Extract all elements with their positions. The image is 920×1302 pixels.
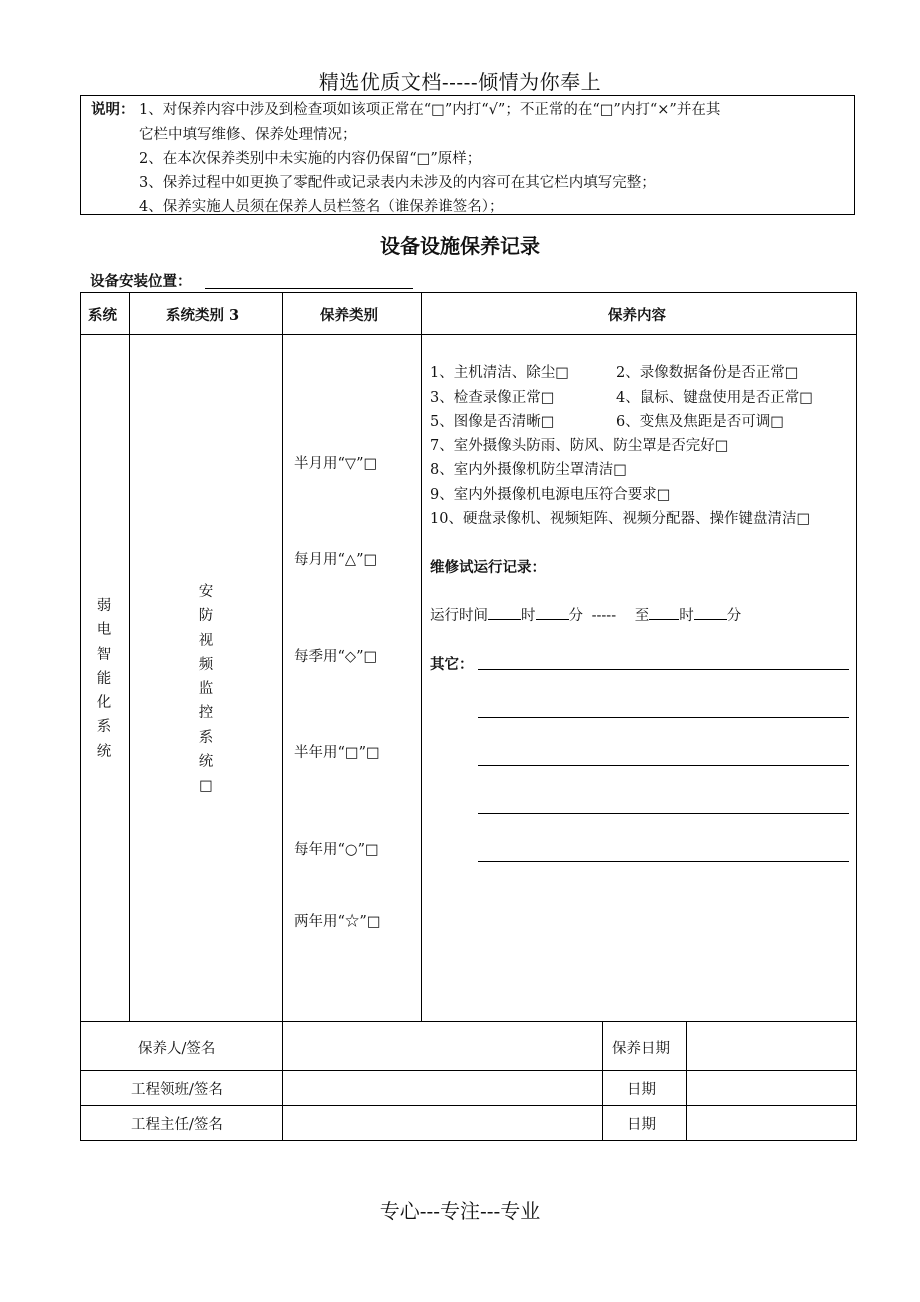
other-label: 其它： — [430, 656, 474, 673]
sign-maintainer-label: 保养人/签名 — [138, 1041, 216, 1057]
other-line-2[interactable] — [478, 717, 849, 718]
maint-type-semimonthly[interactable]: 半月用“▽”□ — [294, 456, 378, 472]
content-item-7[interactable]: 7、室外摄像头防雨、防风、防尘罩是否完好□ — [430, 438, 729, 454]
other-line-1[interactable] — [478, 669, 849, 670]
content-item-2[interactable]: 2、录像数据备份是否正常□ — [616, 365, 799, 381]
note-item: 4、保养实施人员须在保养人员栏签名（谁保养谁签名）； — [139, 199, 504, 215]
header-maint-type: 保养类别 — [320, 307, 378, 324]
content-item-6[interactable]: 6、变焦及焦距是否可调□ — [616, 414, 784, 430]
content-item-3[interactable]: 3、检查录像正常□ — [430, 390, 555, 406]
page-header: 精选优质文档-----倾情为你奉上 — [318, 70, 602, 94]
header-category: 系统类别 3 — [166, 307, 240, 324]
repair-record-label: 维修试运行记录： — [430, 559, 546, 576]
run-end-minute-field[interactable] — [694, 605, 727, 620]
note-item: 2、在本次保养类别中未实施的内容仍保留“□”原样； — [139, 151, 482, 167]
content-item-10[interactable]: 10、硬盘录像机、视频矩阵、视频分配器、操作键盘清洁□ — [430, 511, 811, 527]
location-field[interactable] — [205, 288, 413, 289]
category-checkbox[interactable]: □ — [199, 778, 213, 795]
other-line-3[interactable] — [478, 765, 849, 766]
maint-type-semiannual[interactable]: 半年用“□”□ — [294, 745, 380, 761]
page-title: 设备设施保养记录 — [380, 234, 540, 258]
other-line-5[interactable] — [478, 861, 849, 862]
content-item-4[interactable]: 4、鼠标、键盘使用是否正常□ — [616, 390, 813, 406]
sign-director-label: 工程主任/签名 — [131, 1117, 223, 1133]
content-item-8[interactable]: 8、室内外摄像机防尘罩清洁□ — [430, 462, 627, 478]
header-system: 系统 — [88, 307, 117, 324]
sign-foreman-label: 工程领班/签名 — [131, 1082, 223, 1098]
page-footer: 专心---专注---专业 — [379, 1199, 541, 1223]
content-item-1[interactable]: 1、主机清洁、除尘□ — [430, 365, 569, 381]
note-item: 它栏中填写维修、保养处理情况； — [139, 127, 357, 143]
content-item-5[interactable]: 5、图像是否清晰□ — [430, 414, 555, 430]
sign-director-date-label: 日期 — [627, 1117, 656, 1133]
sign-foreman-date-label: 日期 — [627, 1082, 656, 1098]
note-item: 3、保养过程中如更换了零配件或记录表内未涉及的内容可在其它栏内填写完整； — [139, 175, 656, 191]
notes-box — [80, 95, 855, 215]
maint-type-biennial[interactable]: 两年用“☆”□ — [294, 914, 381, 930]
system-name: 弱 电 智 能 化 系 统 — [96, 598, 112, 760]
maint-type-quarterly[interactable]: 每季用“◇”□ — [294, 649, 378, 665]
run-start-minute-field[interactable] — [536, 605, 569, 620]
header-content: 保养内容 — [608, 307, 666, 324]
note-item: 1、对保养内容中涉及到检查项如该项正常在“□”内打“√”；不正常的在“□”内打“×”并在其 — [139, 102, 721, 118]
run-start-hour-field[interactable] — [488, 605, 521, 620]
content-item-9[interactable]: 9、室内外摄像机电源电压符合要求□ — [430, 487, 671, 503]
maint-type-annual[interactable]: 每年用“○”□ — [294, 842, 379, 858]
notes-label: 说明： — [91, 101, 135, 118]
run-time-row: 运行时间 时 分 ----- 至 时 分 — [430, 604, 741, 625]
maint-type-monthly[interactable]: 每月用“△”□ — [294, 552, 378, 568]
other-line-4[interactable] — [478, 813, 849, 814]
category-name: 安 防 视 频 监 控 系 统 □ — [196, 580, 216, 799]
location-label: 设备安装位置： — [90, 273, 192, 290]
run-end-hour-field[interactable] — [649, 605, 679, 620]
sign-maintainer-date-label: 保养日期 — [612, 1041, 670, 1057]
